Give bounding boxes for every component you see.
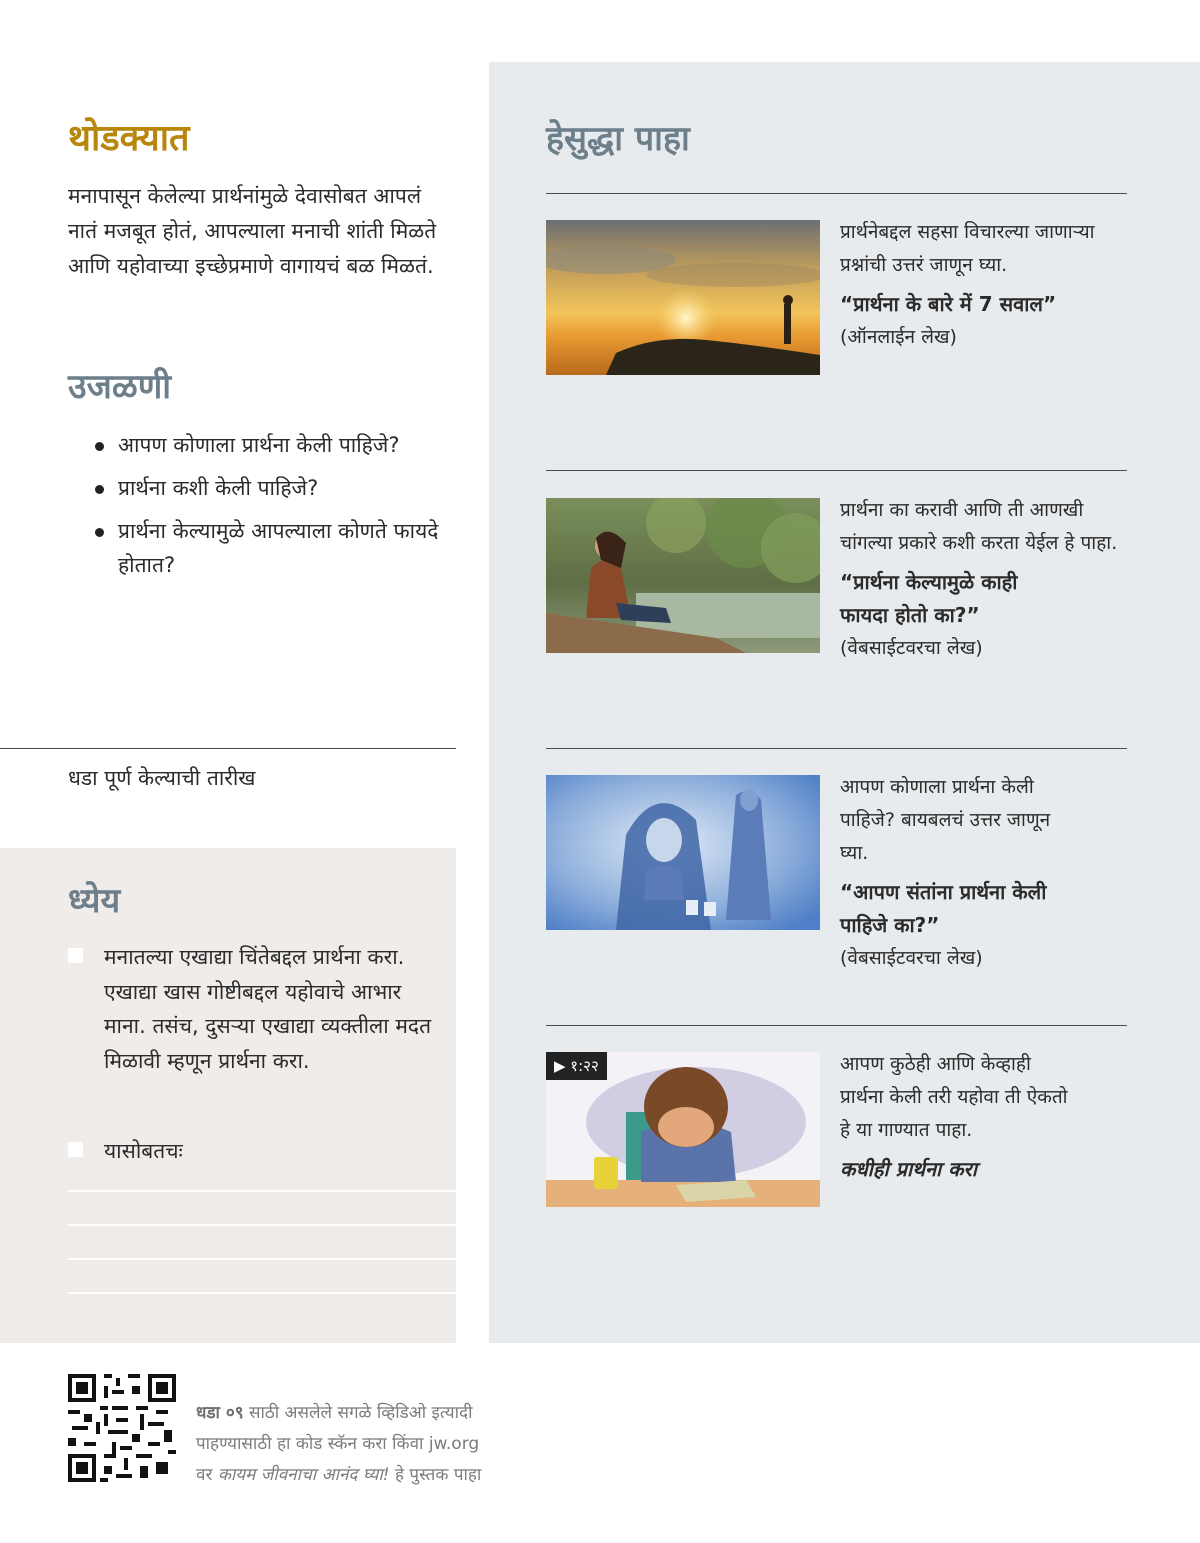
write-line[interactable] (68, 1224, 456, 1226)
summary-text: मनापासून केलेल्या प्रार्थनांमुळे देवासोबत आपलं नातं मजबूत होतं, आपल्याला मनाची शांती मिळते आणि यहोवाच्या इच्छेप्रमाणे वागायचं बळ मिळतं. (68, 184, 437, 278)
divider (546, 193, 1127, 194)
review-question: आपण कोणाला प्रार्थना केली पाहिजे? (68, 428, 453, 462)
review-questions (68, 428, 453, 591)
video-duration-badge: ▶ १:२२ (546, 1052, 607, 1080)
write-line[interactable] (68, 1190, 456, 1192)
item-description: आपण कुठेही आणि केव्हाही प्रार्थना केली तरी यहोवा ती ऐकतो हे या गाण्यात पाहा. (840, 1053, 1068, 1141)
goal-item-text: मनातल्या एखाद्या चिंतेबद्दल प्रार्थना करा. एखाद्या खास गोष्टीबद्दल यहोवाचे आभार माना. तसंच, दुसऱ्या एखाद्या व्यक्तीला मदत मिळावी म्हणून प्रार्थना करा. (104, 945, 432, 1073)
goal-heading: ध्येय (68, 881, 121, 921)
divider (0, 748, 456, 749)
qr-code[interactable] (68, 1374, 176, 1482)
see-also-item (840, 771, 1130, 975)
review-question: प्रार्थना कशी केली पाहिजे? (68, 471, 453, 505)
footer-line2: पाहण्यासाठी हा कोड स्कॅन करा किंवा jw.org (196, 1434, 480, 1454)
see-also-item (840, 494, 1130, 665)
item-source: (ऑनलाईन लेख) (840, 326, 957, 348)
footer-book-title: कायम जीवनाचा आनंद घ्या! (217, 1465, 390, 1485)
footer-line3-post: हे पुस्तक पाहा (394, 1465, 482, 1485)
footer-lesson: धडा ०९ (196, 1403, 244, 1423)
divider (546, 748, 1127, 749)
item-description: आपण कोणाला प्रार्थना केली पाहिजे? बायबलचं उत्तर जाणून घ्या. (840, 776, 1051, 864)
footer-line3-pre: वर (196, 1465, 213, 1485)
sunset-prayer-photo[interactable] (546, 220, 820, 375)
divider (546, 1025, 1127, 1026)
footer-line1: साठी असलेले सगळे व्हिडिओ इत्यादी (248, 1403, 473, 1423)
item-source: (वेबसाईटवरचा लेख) (840, 637, 983, 659)
write-line[interactable] (68, 1292, 456, 1294)
see-also-item (840, 216, 1130, 354)
goal-checkbox[interactable] (68, 948, 83, 963)
goal-panel (0, 848, 456, 1343)
see-also-heading: हेसुद्धा पाहा (546, 119, 690, 159)
write-line[interactable] (68, 1258, 456, 1260)
completion-date-label: धडा पूर्ण केल्याची तारीख (68, 766, 256, 790)
woman-praying-statue-photo[interactable] (546, 775, 820, 930)
item-description: प्रार्थना का करावी आणि ती आणखी चांगल्या प्रकारे कशी करता येईल हे पाहा. (840, 499, 1118, 554)
see-also-item (840, 1048, 1130, 1186)
woman-by-river-photo[interactable] (546, 498, 820, 653)
summary-heading: थोडक्यात (68, 118, 190, 159)
goal-checkbox[interactable] (68, 1142, 83, 1157)
footer-note (196, 1398, 616, 1491)
item-description: प्रार्थनेबद्दल सहसा विचारल्या जाणाऱ्या प्रश्नांची उत्तरं जाणून घ्या. (840, 221, 1095, 276)
boy-praying-animation[interactable] (546, 1052, 820, 1207)
item-title-link[interactable]: “प्रार्थना केल्यामुळे काही फायदा होतो का?” (840, 570, 1018, 627)
item-title-link[interactable]: कधीही प्रार्थना करा (840, 1157, 977, 1181)
item-source: (वेबसाईटवरचा लेख) (840, 947, 983, 969)
goal-item-text: यासोबतचः (104, 1139, 183, 1163)
review-heading: उजळणी (68, 367, 172, 407)
review-question: प्रार्थना केल्यामुळे आपल्याला कोणते फायदे होतात? (68, 514, 453, 582)
divider (546, 470, 1127, 471)
item-title-link[interactable]: “प्रार्थना के बारे में 7 सवाल” (840, 292, 1057, 316)
item-title-link[interactable]: “आपण संतांना प्रार्थना केली पाहिजे का?” (840, 880, 1047, 937)
